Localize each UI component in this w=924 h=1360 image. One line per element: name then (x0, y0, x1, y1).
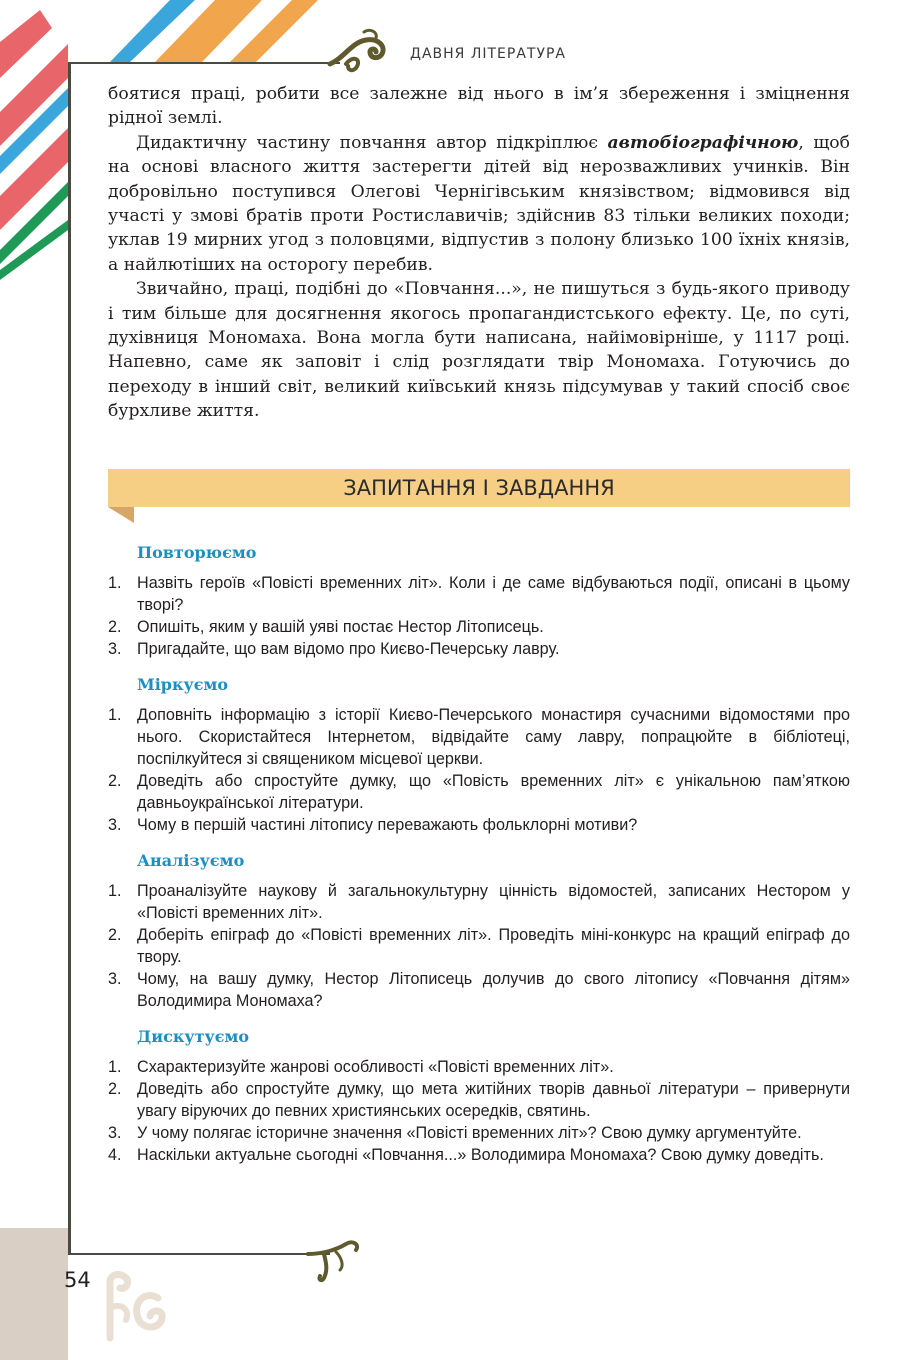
section-analyze (108, 850, 850, 1012)
banner-fold (108, 507, 136, 525)
frame-bottom-line (68, 1253, 330, 1255)
paragraph: Звичайно, праці, подібні до «Повчання...», не пишуться з будь-якого приводу і тим більше для досягнення якогось пропагандистського ефекту. Це, по суті, духівниця Мономаха. Вона могла бути написана, найімовірніше, у 1117 році. Напевно, саме як заповіт і слід розглядати твір Мономаха. Готуючись до переходу в інший світ, великий київський князь підсумував у такий спосіб своє бурхливе життя. (108, 279, 850, 422)
item-number: 3. (108, 640, 122, 658)
item-text: Чому, на вашу думку, Нестор Літописець долучив до свого літопису «Повчання дітям» Володимира Мономаха? (137, 970, 850, 1010)
item-text: У чому полягає історичне значення «Повісті временних літ»? Свою думку аргументуйте. (137, 1124, 802, 1142)
item-number: 3. (108, 816, 122, 834)
list-item (108, 924, 850, 968)
section-title: Аналізуємо (137, 851, 245, 870)
item-number: 1. (108, 882, 122, 900)
item-number: 2. (108, 926, 122, 944)
question-list (108, 880, 850, 1012)
side-panel (0, 1228, 68, 1360)
main-text (108, 82, 850, 424)
scroll-flourish-icon (306, 1240, 362, 1284)
list-item (108, 968, 850, 1012)
list-item (108, 1056, 850, 1078)
item-number: 4. (108, 1146, 122, 1164)
paragraph: боятися праці, робити все залежне від нього в ім’я збереження і зміцнення рідної землі. (108, 84, 850, 129)
running-head: ДАВНЯ ЛІТЕРАТУРА (410, 46, 566, 62)
item-text: Проаналізуйте наукову й загальнокультурну цінність відомостей, записаних Нестором у «Повісті временних літ». (137, 882, 850, 922)
item-text: Наскільки актуальне сьогодні «Повчання...» Володимира Мономаха? Свою думку доведіть. (137, 1146, 824, 1164)
list-item (108, 880, 850, 924)
question-list (108, 572, 850, 660)
item-number: 3. (108, 1124, 122, 1142)
item-text: Пригадайте, що вам відомо про Києво-Печерську лавру. (137, 640, 560, 658)
decorative-monogram-icon (100, 1268, 170, 1344)
questions-banner-title: ЗАПИТАННЯ І ЗАВДАННЯ (343, 476, 615, 500)
scroll-flourish-icon (326, 28, 396, 74)
questions-banner (108, 469, 850, 507)
page-number: 54 (64, 1268, 91, 1292)
list-item (108, 1078, 850, 1122)
stripe-red-3 (0, 128, 68, 230)
item-number: 1. (108, 574, 122, 592)
question-list (108, 1056, 850, 1166)
list-item (108, 638, 850, 660)
list-item (108, 814, 850, 836)
section-reflect (108, 674, 850, 836)
section-title: Повторюємо (137, 543, 257, 562)
item-text: Доберіть епіграф до «Повісті временних літ». Проведіть міні-конкурс на кращий епіграф до твору. (137, 926, 850, 966)
paragraph-text: , щоб на основі власного життя застерегти дітей від нерозважливих учинків. Він добровільно поступився Олегові Чернігівським князівством; відмовився від участі у змові братів проти Ростиславичів; здійснив 83 тільки великих походи; уклав 19 мирних угод з половцями, відпустив з полону близько 100 їхніх князів, а найлютіших на осторогу перебив. (108, 132, 850, 275)
frame-top-line (68, 62, 340, 64)
frame-left-bar (68, 62, 71, 1255)
list-item (108, 770, 850, 814)
section-title: Дискутуємо (137, 1027, 250, 1046)
item-number: 2. (108, 618, 122, 636)
list-item (108, 1122, 850, 1144)
item-number: 3. (108, 970, 122, 988)
item-text: Назвіть героїв «Повісті временних літ». Коли і де саме відбуваються події, описані в цьому творі? (137, 574, 850, 614)
paragraph (108, 131, 850, 277)
item-text: Опишіть, яким у вашій уяві постає Нестор Літописець. (137, 618, 544, 636)
list-item (108, 704, 850, 770)
item-text: Чому в першій частині літопису переважають фольклорні мотиви? (137, 816, 638, 834)
emphasis-term: автобіографічною (607, 132, 799, 153)
list-item (108, 616, 850, 638)
item-text: Доведіть або спростуйте думку, що «Повість временних літ» є унікальною пам’яткою давньоукраїнської літератури. (137, 772, 850, 812)
question-list (108, 704, 850, 836)
section-repeat (108, 542, 850, 660)
list-item (108, 1144, 850, 1166)
item-text: Схарактеризуйте жанрові особливості «Повісті временних літ». (137, 1058, 614, 1076)
item-number: 1. (108, 706, 122, 724)
section-title: Міркуємо (137, 675, 229, 694)
list-item (108, 572, 850, 616)
item-number: 2. (108, 772, 122, 790)
paragraph-text: Дидактичну частину повчання автор підкріплює (136, 132, 608, 153)
item-number: 1. (108, 1058, 122, 1076)
questions-block (108, 542, 850, 1180)
item-text: Доведіть або спростуйте думку, що мета житійних творів давньої літератури – привернути увагу віруючих до певних християнських осередків, святинь. (137, 1080, 850, 1120)
section-discuss (108, 1026, 850, 1166)
item-text: Доповніть інформацію з історії Києво-Печерського монастиря сучасними відомостями про нього. Скористайтеся Інтернетом, відвідайте саму лавру, попрацюйте в бібліотеці, поспілкуйтеся зі священиком місцевої церкви. (137, 706, 850, 768)
item-number: 2. (108, 1080, 122, 1098)
